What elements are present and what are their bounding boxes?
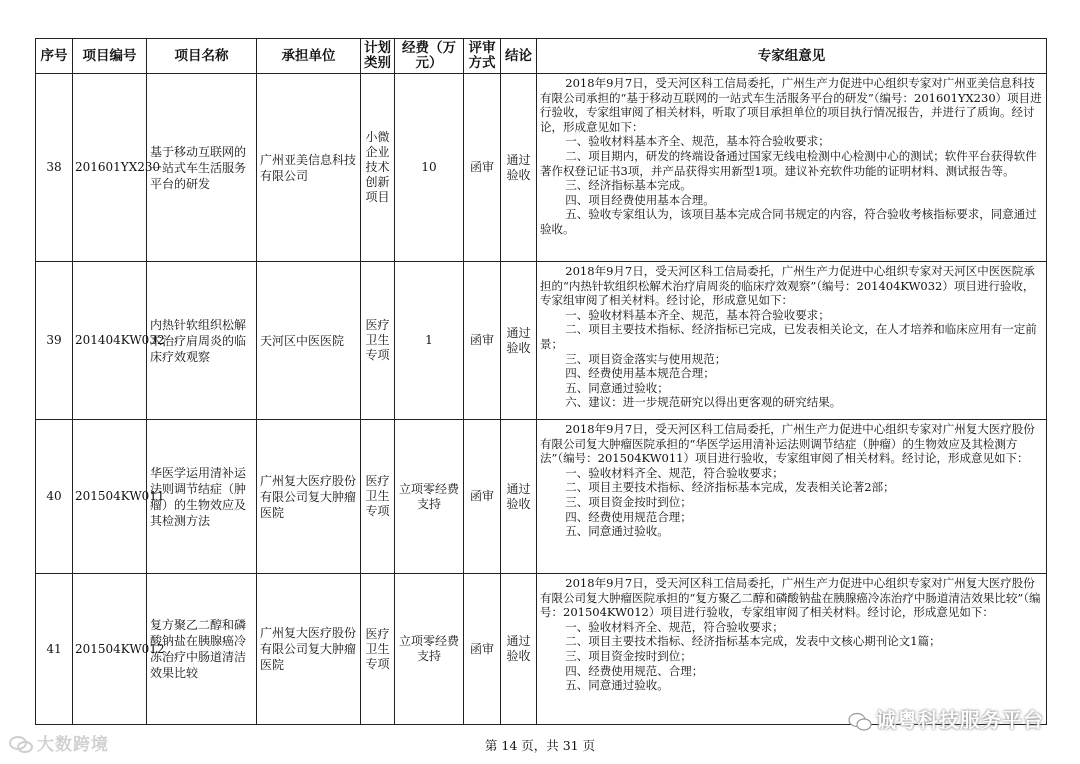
opinion-item: 一、验收材料齐全、规范，符合验收要求；: [565, 465, 784, 480]
header-conclusion: 结论: [501, 39, 537, 74]
cell-fund: 1: [395, 262, 464, 420]
opinion-item: 一、验收材料基本齐全、规范，基本符合验收要求；: [565, 134, 830, 149]
header-code: 项目编号: [73, 39, 147, 74]
cell-fund: 立项零经费支持: [395, 420, 464, 574]
opinion-item: 四、经费使用规范、合理；: [565, 663, 704, 678]
cell-conclusion: 通过验收: [501, 262, 537, 420]
table-row: [36, 74, 1047, 262]
cell-code: 201504KW011: [73, 420, 147, 574]
opinion-item: 二、项目主要技术指标、经济指标基本完成，发表相关论著2部；: [565, 480, 895, 495]
watermark-right-text: 诚粤科技服务平台: [876, 708, 1044, 732]
cell-no: 41: [36, 574, 73, 725]
cell-opinion: [537, 262, 1047, 420]
header-review: 评审方式: [464, 39, 501, 74]
cell-plan: 医疗卫生专项: [361, 420, 395, 574]
opinion-item: 四、经费使用基本规范合理；: [565, 366, 715, 381]
cell-review: 函审: [464, 574, 501, 725]
opinion-intro: 2018年9月7日，受天河区科工信局委托，广州生产力促进中心组织专家对广州亚美信息科技有限公司承担的“基于移动互联网的一站式车生活服务平台的研发”（编号：201601YX230）项目进行验收，专家组审阅了相关材料，听取了项目承担单位的项目执行情况报告，并进行了质询。经讨论，形成意见如下：: [540, 76, 1042, 134]
cell-code: 201601YX230: [73, 74, 147, 262]
header-row: [36, 39, 1047, 74]
cell-code: 201404KW032: [73, 262, 147, 420]
opinion-item: 五、同意通过验收。: [565, 678, 669, 693]
cell-conclusion: 通过验收: [501, 74, 537, 262]
opinion-item: 三、项目资金按时到位；: [565, 648, 692, 663]
cell-review: 函审: [464, 420, 501, 574]
opinion-item: 六、建议：进一步规范研究以得出更客观的研究结果。: [565, 395, 842, 410]
cell-name: 基于移动互联网的一站式车生活服务平台的研发: [147, 74, 257, 262]
cell-review: 函审: [464, 262, 501, 420]
cell-name: 内热针软组织松解术治疗肩周炎的临床疗效观察: [147, 262, 257, 420]
cell-no: 40: [36, 420, 73, 574]
cell-unit: 广州复大医疗股份有限公司复大肿瘤医院: [257, 574, 361, 725]
opinion-item: 一、验收材料基本齐全、规范，基本符合验收要求；: [565, 307, 830, 322]
cell-opinion: [537, 574, 1047, 725]
opinion-item: 四、经费使用规范合理；: [565, 509, 692, 524]
results-table: [35, 38, 1047, 725]
wechat-icon: [847, 711, 873, 733]
table-row: [36, 262, 1047, 420]
cell-opinion: [537, 74, 1047, 262]
watermark-left: [8, 730, 109, 756]
opinion-item: 五、同意通过验收。: [565, 524, 669, 539]
cell-unit: 天河区中医医院: [257, 262, 361, 420]
cell-name: 复方聚乙二醇和磷酸钠盐在胰腺癌冷冻治疗中肠道清洁效果比较: [147, 574, 257, 725]
cell-plan: 医疗卫生专项: [361, 574, 395, 725]
header-unit: 承担单位: [257, 39, 361, 74]
header-name: 项目名称: [147, 39, 257, 74]
cell-no: 38: [36, 74, 73, 262]
opinion-item: 三、项目资金落实与使用规范；: [565, 351, 727, 366]
header-no: 序号: [36, 39, 73, 74]
cell-plan: 小微企业技术创新项目: [361, 74, 395, 262]
opinion-item: 五、同意通过验收；: [565, 380, 669, 395]
opinion-intro: 2018年9月7日，受天河区科工信局委托，广州生产力促进中心组织专家对广州复大医疗股份有限公司复大肿瘤医院承担的“复方聚乙二醇和磷酸钠盐在胰腺癌冷冻治疗中肠道清洁效果比较”（编号：201504KW012）项目进行验收，专家组审阅了相关材料。经讨论，形成意见如下：: [540, 576, 1041, 620]
cell-fund: 10: [395, 74, 464, 262]
opinion-item: 三、项目资金按时到位；: [565, 494, 692, 509]
opinion-item: 二、项目主要技术指标、经济指标已完成，已发表相关论文，在人才培养和临床应用有一定前景；: [540, 322, 1037, 351]
cell-opinion: [537, 420, 1047, 574]
watermark-left-text: 大数跨境: [37, 735, 109, 755]
chat-bubble-icon: [8, 734, 34, 756]
opinion-item: 一、验收材料齐全、规范，符合验收要求；: [565, 619, 784, 634]
header-opinion: 专家组意见: [537, 39, 1047, 74]
cell-no: 39: [36, 262, 73, 420]
cell-conclusion: 通过验收: [501, 574, 537, 725]
header-fund: 经费（万元）: [395, 39, 464, 74]
table-row: [36, 574, 1047, 725]
table-row: [36, 420, 1047, 574]
cell-fund: 立项零经费支持: [395, 574, 464, 725]
opinion-item: 二、项目期内，研发的终端设备通过国家无线电检测中心检测中心的测试；软件平台获得软件著作权登记证书3项，并产品获得实用新型1项。建议补充软件功能的证明材料、测试报告等。: [540, 148, 1037, 178]
header-plan: 计划类别: [361, 39, 395, 74]
cell-unit: 广州亚美信息科技有限公司: [257, 74, 361, 262]
cell-conclusion: 通过验收: [501, 420, 537, 574]
opinion-intro: 2018年9月7日，受天河区科工信局委托，广州生产力促进中心组织专家对广州复大医疗股份有限公司复大肿瘤医院承担的“华医学运用清补运法则调节结症（肿瘤）的生物效应及其检测方法”（编号：201504KW011）项目进行验收，专家组审阅了相关材料。经讨论，形成意见如下：: [540, 422, 1035, 466]
cell-plan: 医疗卫生专项: [361, 262, 395, 420]
opinion-item: 二、项目主要技术指标、经济指标基本完成，发表中文核心期刊论文1篇；: [565, 634, 941, 649]
watermark-right: [847, 704, 1044, 733]
page-number: 第 14 页，共 31 页: [484, 738, 596, 753]
opinion-item: 四、项目经费使用基本合理。: [565, 192, 715, 207]
opinion-item: 五、验收专家组认为，该项目基本完成合同书规定的内容，符合验收考核指标要求，同意通过验收。: [540, 207, 1037, 236]
cell-review: 函审: [464, 74, 501, 262]
opinion-item: 三、经济指标基本完成。: [565, 178, 692, 193]
opinion-intro: 2018年9月7日，受天河区科工信局委托，广州生产力促进中心组织专家对天河区中医医院承担的“内热针软组织松解术治疗肩周炎的临床疗效观察”（编号：201404KW032）项目进行验收，专家组审阅了相关材料。经讨论，形成意见如下：: [540, 264, 1035, 308]
cell-unit: 广州复大医疗股份有限公司复大肿瘤医院: [257, 420, 361, 574]
cell-code: 201504KW012: [73, 574, 147, 725]
cell-name: 华医学运用清补运法则调节结症（肿瘤）的生物效应及其检测方法: [147, 420, 257, 574]
